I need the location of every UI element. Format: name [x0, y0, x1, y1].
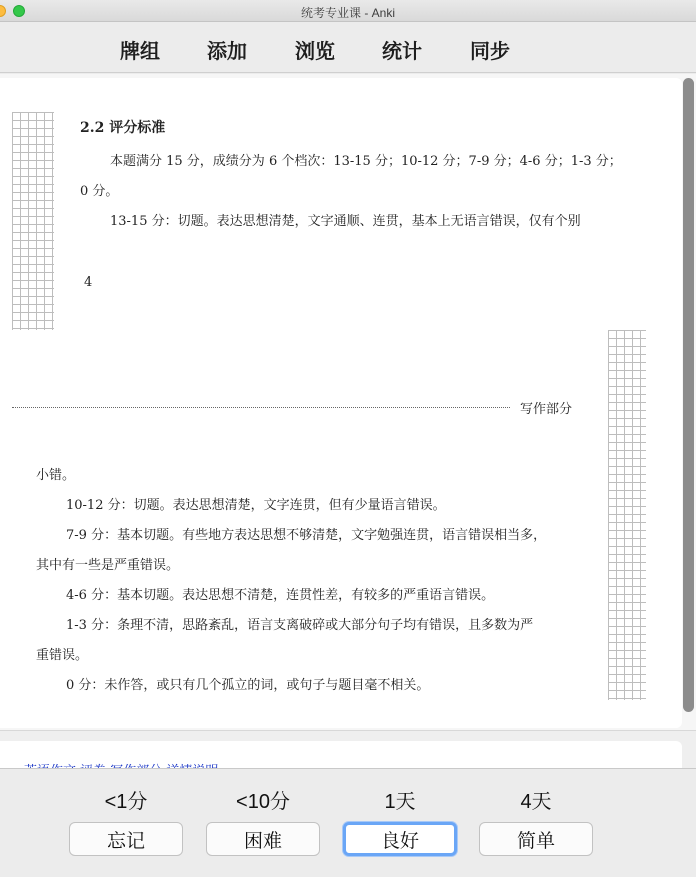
good-button[interactable]: 良好	[343, 822, 457, 856]
text-line: 本题满分 15 分，成绩分为 6 个档次：13-15 分；10-12 分；7-9 分；4-6 分；1-3 分；	[110, 154, 622, 169]
text-line: 13-15 分：切题。表达思想清楚，文字通顺、连贯，基本上无语言错误，仅有个别	[110, 214, 581, 229]
grid-margin-right	[608, 330, 646, 700]
grid-margin-left	[12, 112, 54, 330]
section-heading: 2.2 评分标准	[80, 120, 166, 136]
scanned-page-bottom	[12, 330, 646, 700]
review-area	[0, 74, 696, 730]
easy-button[interactable]: 简单	[479, 822, 593, 856]
text-line: 4-6 分：基本切题。表达思想不清楚，连贯性差，有较多的严重语言错误。	[66, 588, 495, 603]
text-line: 7-9 分：基本切题。有些地方表达思想不够清楚，文字勉强连贯，语言错误相当多，	[66, 528, 547, 543]
title-bar	[0, 0, 696, 22]
toolbar-add[interactable]: 添加	[207, 39, 247, 63]
ease-bar	[0, 768, 696, 877]
toolbar-sync[interactable]: 同步	[470, 39, 510, 63]
scanned-page-top	[12, 112, 646, 330]
toolbar-stats[interactable]: 统计	[382, 39, 422, 63]
page-number: 4	[84, 275, 93, 290]
section-label: 写作部分	[520, 402, 573, 417]
answer-area	[0, 730, 696, 768]
main-toolbar	[0, 22, 696, 73]
hard-button[interactable]: 困难	[206, 822, 320, 856]
text-line: 0 分：未作答，或只有几个孤立的词，或句子与题目毫不相关。	[66, 678, 430, 693]
card-question	[0, 78, 682, 728]
text-line: 小错。	[36, 468, 76, 483]
interval-easy: 4天	[520, 791, 552, 813]
text-line: 1-3 分：条理不清，思路紊乱，语言支离破碎或大部分句子均有错误，且多数为严	[66, 618, 534, 633]
text-line: 10-12 分：切题。表达思想清楚，文字连贯，但有少量语言错误。	[66, 498, 446, 513]
again-button[interactable]: 忘记	[69, 822, 183, 856]
toolbar-browse[interactable]: 浏览	[295, 39, 335, 63]
interval-good: 1天	[384, 791, 416, 813]
text-line: 其中有一些是严重错误。	[36, 558, 180, 573]
answer-card	[0, 741, 682, 769]
window-title: 统考专业课 - Anki	[300, 6, 395, 20]
text-line: 重错误。	[36, 648, 89, 663]
text-line: 0 分。	[80, 184, 119, 199]
toolbar-decks[interactable]: 牌组	[120, 39, 160, 63]
interval-again: <1分	[104, 791, 148, 813]
scrollbar-thumb[interactable]	[683, 78, 694, 712]
header-divider	[12, 407, 510, 408]
interval-hard: <10分	[236, 791, 290, 813]
